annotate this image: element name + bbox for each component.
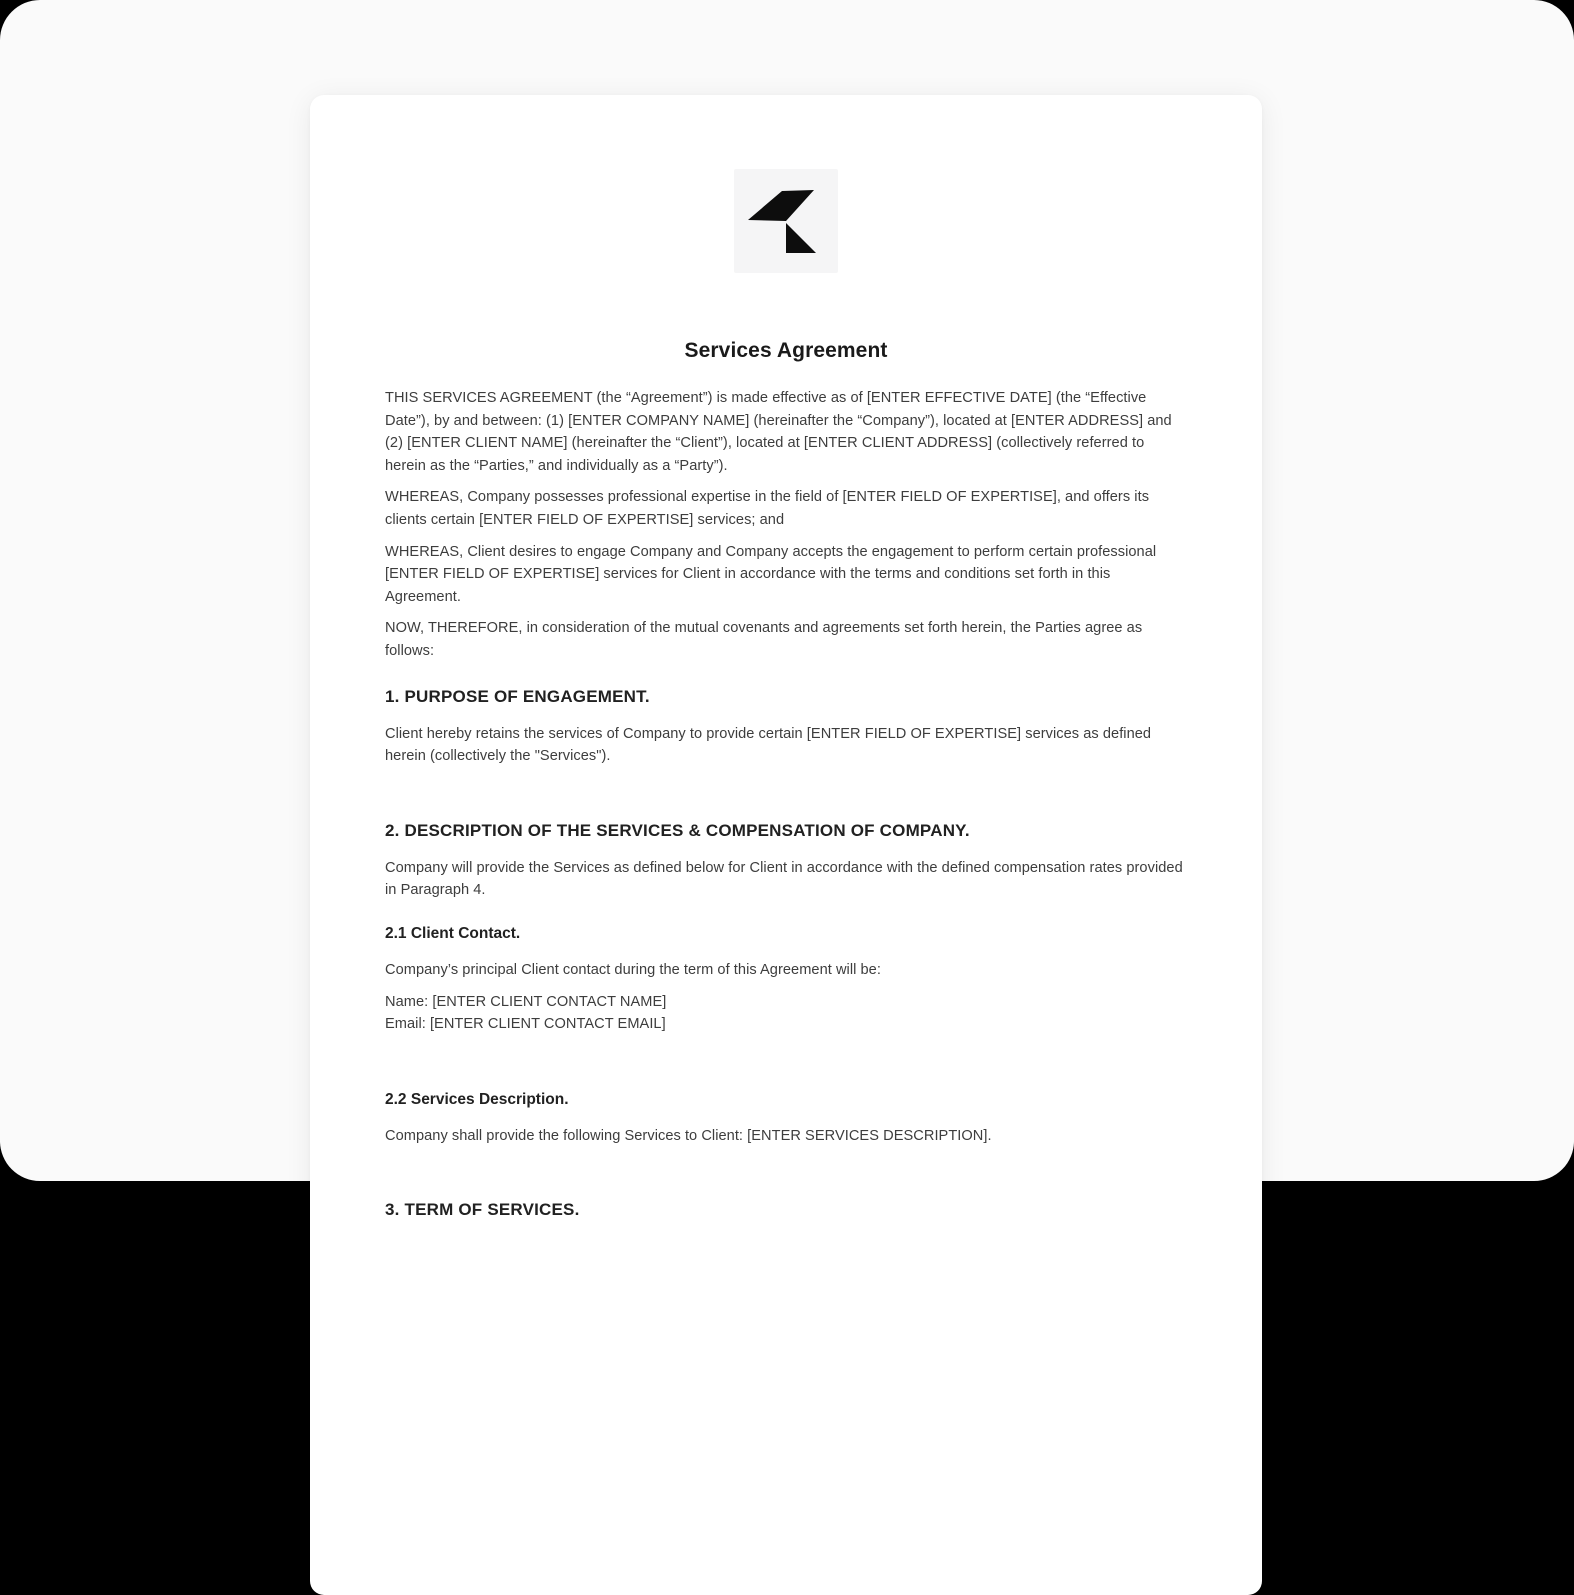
section-2-heading: 2. DESCRIPTION OF THE SERVICES & COMPENSATION OF COMPANY.	[385, 820, 970, 840]
client-contact-block	[385, 991, 1187, 1036]
section-1-heading: 1. PURPOSE OF ENGAGEMENT.	[385, 686, 650, 706]
section-1-paragraph: Client hereby retains the services of Company to provide certain [ENTER FIELD OF EXPERTISE] services as defined herein (collectively the "Services").	[385, 725, 1152, 765]
preamble-paragraph-1: THIS SERVICES AGREEMENT (the “Agreement”) is made effective as of [ENTER EFFECTIVE DATE] (the “Effective Date”), by and between: (1) [ENTER COMPANY NAME] (hereinafter the “Company”), located at [ENTER ADDRESS] and (2) [ENTER CLIENT NAME] (hereinafter the “Client”), located at [ENTER CLIENT ADDRESS] (collectively referred to herein as the “Parties,” and individually as a “Party”).	[385, 390, 1172, 474]
subsection-2-2-paragraph: Company shall provide the following Services to Client: [ENTER SERVICES DESCRIPTION].	[385, 1127, 992, 1144]
document-title: Services Agreement	[684, 339, 888, 362]
section-2-paragraph: Company will provide the Services as defined below for Client in accordance with the defined compensation rates provided in Paragraph 4.	[385, 859, 1183, 899]
preamble-paragraph-3: WHEREAS, Client desires to engage Company and Company accepts the engagement to perform certain professional [ENTER FIELD OF EXPERTISE] services for Client in accordance with the terms and conditions set forth in this Agreement.	[385, 543, 1157, 605]
arrow-flag-logo-icon	[734, 169, 838, 273]
preamble-paragraph-2: WHEREAS, Company possesses professional expertise in the field of [ENTER FIELD OF EXPERTISE], and offers its clients certain [ENTER FIELD OF EXPERTISE] services; and	[385, 489, 1150, 528]
subsection-2-1-heading: 2.1 Client Contact.	[385, 924, 521, 942]
subsection-2-2-heading: 2.2 Services Description.	[385, 1090, 569, 1108]
section-3-heading: 3. TERM OF SERVICES.	[385, 1200, 580, 1220]
subsection-2-1-paragraph: Company’s principal Client contact during the term of this Agreement will be:	[385, 961, 881, 978]
client-contact-name-line: Name: [ENTER CLIENT CONTACT NAME]	[385, 993, 667, 1010]
document-page	[310, 95, 1262, 1595]
company-logo	[734, 169, 838, 273]
preamble-paragraph-4: NOW, THEREFORE, in consideration of the mutual covenants and agreements set forth herein, the Parties agree as follows:	[385, 620, 1143, 659]
client-contact-email-line: Email: [ENTER CLIENT CONTACT EMAIL]	[385, 1016, 666, 1033]
